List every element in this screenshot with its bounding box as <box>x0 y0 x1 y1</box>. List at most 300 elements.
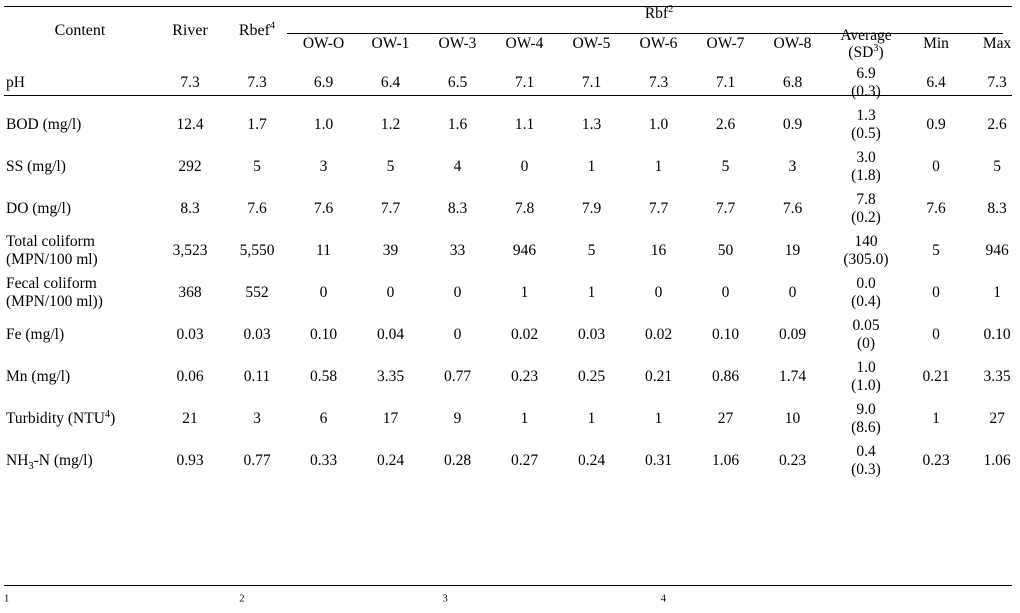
header-ow-5-label: OW-5 <box>572 35 611 53</box>
cell-ow-1 <box>357 398 424 440</box>
cell-ow-5 <box>558 272 625 314</box>
cell-value: 0.31 <box>644 451 673 469</box>
cell-max <box>966 440 1020 482</box>
cell-ow-3 <box>424 230 491 272</box>
cell-rbef <box>224 356 290 398</box>
cell-ow-1 <box>357 104 424 146</box>
cell-max <box>966 272 1020 314</box>
header-average-sd-close: ) <box>878 44 884 62</box>
cell-river <box>156 62 224 104</box>
cell-average <box>826 356 906 398</box>
cell-value: 2.6 <box>715 115 736 133</box>
cell-min <box>906 272 966 314</box>
cell-ow-4 <box>491 314 558 356</box>
cell-ow-6 <box>625 146 692 188</box>
cell-value: 0.06 <box>176 367 204 385</box>
header-rbef-superscript: 4 <box>269 20 276 32</box>
cell-value: 0.25 <box>577 367 606 385</box>
cell-value: 368 <box>178 283 202 301</box>
cell-value: 8.3 <box>447 199 468 217</box>
cell-ow-1 <box>357 62 424 104</box>
cell-river <box>156 104 224 146</box>
row-label-text: BOD (mg/l) <box>6 116 82 134</box>
cell-ow-7 <box>692 440 759 482</box>
cell-value: 1 <box>932 409 940 427</box>
header-ow-6-label: OW-6 <box>639 35 678 53</box>
cell-value: 5,550 <box>239 241 275 259</box>
cell-ow-0 <box>290 188 357 230</box>
cell-value: 7.8 <box>514 199 535 217</box>
cell-average <box>826 188 906 230</box>
cell-value: 3 <box>253 409 261 427</box>
cell-value: 0.04 <box>376 325 405 343</box>
cell-value: 7.7 <box>648 199 669 217</box>
cell-ow-1 <box>357 188 424 230</box>
cell-average <box>826 104 906 146</box>
footnote-3 <box>443 595 658 611</box>
cell-sd-value: (0) <box>856 334 876 352</box>
header-body-rule <box>4 95 1012 96</box>
cell-sd-value: (305.0) <box>843 250 889 268</box>
cell-river <box>156 356 224 398</box>
cell-ow-4 <box>491 440 558 482</box>
header-ow-4-label: OW-4 <box>505 35 544 53</box>
cell-value: 3.35 <box>376 367 405 385</box>
cell-average <box>826 314 906 356</box>
cell-rbef <box>224 230 290 272</box>
cell-value: 16 <box>650 241 667 259</box>
cell-ow-8 <box>759 398 826 440</box>
header-ow-0-label: OW-O <box>302 35 345 53</box>
cell-ow-8 <box>759 146 826 188</box>
cell-value: 11 <box>316 241 331 259</box>
cell-value: 0.11 <box>243 367 271 385</box>
cell-value: 7.3 <box>648 73 669 91</box>
row-label-text: pH <box>6 74 25 92</box>
cell-value: 1.7 <box>247 115 267 133</box>
cell-average-value: 0.05 <box>852 317 880 335</box>
cell-min <box>906 314 966 356</box>
cell-value: 1 <box>654 409 663 427</box>
cell-ow-5 <box>558 398 625 440</box>
row-label-text: Fecal coliform <box>6 275 97 293</box>
cell-value: 1.06 <box>711 451 740 469</box>
cell-ow-8 <box>759 272 826 314</box>
row-label-text: Mn (mg/l) <box>6 368 71 386</box>
cell-ow-0 <box>290 356 357 398</box>
cell-average-value: 0.0 <box>856 275 876 293</box>
cell-value: 39 <box>382 241 399 259</box>
footnote-1-marker: 1 <box>4 593 10 605</box>
cell-ow-5 <box>558 356 625 398</box>
cell-value: 7.6 <box>782 199 803 217</box>
cell-value: 5 <box>386 157 395 175</box>
cell-value: 5 <box>932 241 940 259</box>
cell-value: 0.21 <box>644 367 673 385</box>
cell-ow-1 <box>357 230 424 272</box>
cell-min <box>906 62 966 104</box>
cell-ow-4 <box>491 146 558 188</box>
cell-ow-0 <box>290 440 357 482</box>
cell-ow-0 <box>290 398 357 440</box>
cell-value: 9 <box>453 409 462 427</box>
cell-ow-7 <box>692 272 759 314</box>
cell-ow-5 <box>558 230 625 272</box>
cell-value: 946 <box>985 241 1009 259</box>
cell-value: 6.5 <box>447 73 468 91</box>
row-label <box>4 62 156 104</box>
cell-value: 5 <box>587 241 596 259</box>
row-label-sub: (MPN/100 ml) <box>6 250 98 268</box>
cell-value: 552 <box>245 283 269 301</box>
cell-ow-8 <box>759 104 826 146</box>
cell-value: 19 <box>784 241 801 259</box>
cell-value: 6.8 <box>782 73 803 91</box>
cell-value: 7.6 <box>926 199 946 217</box>
cell-value: 3,523 <box>172 241 208 259</box>
cell-value: 0 <box>721 283 730 301</box>
cell-value: 946 <box>512 241 537 259</box>
table-top-rule <box>4 6 1012 7</box>
cell-ow-0 <box>290 146 357 188</box>
footnote-4 <box>661 595 861 611</box>
cell-value: 1.0 <box>313 115 334 133</box>
cell-max <box>966 356 1020 398</box>
cell-river <box>156 188 224 230</box>
cell-value: 1.74 <box>778 367 807 385</box>
cell-value: 0.02 <box>510 325 539 343</box>
cell-rbef <box>224 314 290 356</box>
header-content <box>4 0 156 62</box>
cell-value: 0 <box>788 283 797 301</box>
cell-value: 50 <box>717 241 734 259</box>
cell-min <box>906 146 966 188</box>
header-river <box>156 0 224 62</box>
cell-value: 0.21 <box>922 367 950 385</box>
cell-value: 0.03 <box>176 325 204 343</box>
row-label-after: ) <box>110 410 116 428</box>
cell-value: 3.35 <box>983 367 1011 385</box>
cell-ow-1 <box>357 272 424 314</box>
cell-value: 7.1 <box>715 73 736 91</box>
table-row <box>4 104 1020 146</box>
cell-rbef <box>224 104 290 146</box>
row-label-after: -N (mg/l) <box>33 452 93 470</box>
cell-value: 1.06 <box>983 451 1011 469</box>
footnote-1 <box>4 595 236 611</box>
header-rbef-label: Rbef <box>238 21 270 39</box>
cell-max <box>966 62 1020 104</box>
header-average-sd-text: (SD <box>848 44 874 62</box>
cell-value: 0.86 <box>711 367 740 385</box>
cell-average-value: 1.3 <box>856 107 876 125</box>
cell-average-value: 9.0 <box>856 401 876 419</box>
cell-sd-value: (1.8) <box>851 166 881 184</box>
cell-rbef <box>224 146 290 188</box>
cell-river <box>156 398 224 440</box>
cell-value: 33 <box>449 241 466 259</box>
cell-river <box>156 314 224 356</box>
cell-rbef <box>224 62 290 104</box>
cell-ow-6 <box>625 272 692 314</box>
cell-ow-1 <box>357 314 424 356</box>
cell-value: 0 <box>654 283 663 301</box>
row-label <box>4 146 156 188</box>
cell-value: 0.23 <box>922 451 950 469</box>
cell-ow-6 <box>625 398 692 440</box>
cell-ow-0 <box>290 314 357 356</box>
group-header-rule <box>287 33 1003 34</box>
cell-ow-6 <box>625 440 692 482</box>
cell-average <box>826 62 906 104</box>
cell-max <box>966 314 1020 356</box>
cell-value: 0.93 <box>176 451 204 469</box>
cell-value: 1.2 <box>380 115 401 133</box>
cell-ow-3 <box>424 146 491 188</box>
cell-average <box>826 272 906 314</box>
cell-rbef <box>224 398 290 440</box>
cell-sd-value: (0.4) <box>851 292 881 310</box>
cell-value: 0 <box>932 157 940 175</box>
cell-value: 7.7 <box>380 199 401 217</box>
cell-value: 1 <box>993 283 1001 301</box>
cell-sd-value: (0.3) <box>851 82 881 100</box>
cell-ow-5 <box>558 104 625 146</box>
cell-average-value: 1.0 <box>856 359 876 377</box>
table-row <box>4 398 1020 440</box>
cell-max <box>966 146 1020 188</box>
cell-value: 2.6 <box>987 115 1007 133</box>
table-row <box>4 356 1020 398</box>
cell-value: 10 <box>784 409 801 427</box>
row-label-sub: (MPN/100 ml)) <box>6 292 103 310</box>
cell-river <box>156 146 224 188</box>
cell-ow-8 <box>759 356 826 398</box>
footnote-3-marker: 3 <box>442 593 448 605</box>
header-ow-1-label: OW-1 <box>371 35 410 53</box>
cell-value: 27 <box>717 409 734 427</box>
cell-rbef <box>224 272 290 314</box>
row-label-text: SS (mg/l) <box>6 158 66 176</box>
cell-max <box>966 104 1020 146</box>
cell-value: 17 <box>382 409 399 427</box>
cell-ow-5 <box>558 188 625 230</box>
cell-value: 0 <box>386 283 395 301</box>
cell-average <box>826 146 906 188</box>
cell-average-value: 140 <box>854 233 878 251</box>
cell-value: 8.3 <box>180 199 200 217</box>
cell-value: 5 <box>993 157 1001 175</box>
cell-ow-6 <box>625 188 692 230</box>
row-label <box>4 356 156 398</box>
table-row <box>4 230 1020 272</box>
cell-value: 7.3 <box>987 73 1007 91</box>
cell-value: 6.4 <box>380 73 401 91</box>
cell-value: 0.28 <box>443 451 472 469</box>
cell-ow-8 <box>759 314 826 356</box>
cell-value: 7.6 <box>313 199 334 217</box>
cell-ow-5 <box>558 314 625 356</box>
cell-min <box>906 440 966 482</box>
cell-ow-6 <box>625 62 692 104</box>
header-rbf-superscript: 2 <box>668 3 674 15</box>
cell-value: 0 <box>932 325 940 343</box>
cell-ow-3 <box>424 272 491 314</box>
row-label <box>4 188 156 230</box>
cell-river <box>156 440 224 482</box>
cell-value: 0.24 <box>577 451 606 469</box>
cell-ow-4 <box>491 356 558 398</box>
row-label-text: NH <box>6 452 29 470</box>
cell-ow-1 <box>357 146 424 188</box>
cell-min <box>906 188 966 230</box>
cell-ow-7 <box>692 104 759 146</box>
cell-average-value: 7.8 <box>856 191 876 209</box>
cell-ow-4 <box>491 188 558 230</box>
cell-value: 292 <box>178 157 202 175</box>
cell-sd-value: (1.0) <box>851 376 881 394</box>
cell-value: 0.24 <box>376 451 405 469</box>
cell-value: 7.7 <box>715 199 736 217</box>
table-footnotes <box>4 595 1004 611</box>
cell-value: 0.33 <box>309 451 338 469</box>
cell-average-value: 6.9 <box>856 65 876 83</box>
footnote-2-marker: 2 <box>239 593 245 605</box>
cell-value: 0 <box>319 283 328 301</box>
cell-ow-7 <box>692 230 759 272</box>
cell-ow-3 <box>424 188 491 230</box>
cell-value: 1 <box>520 409 529 427</box>
row-label-text: Fe (mg/l) <box>6 326 65 344</box>
row-label <box>4 440 156 482</box>
header-average-sd <box>826 44 906 61</box>
cell-ow-1 <box>357 356 424 398</box>
cell-ow-4 <box>491 398 558 440</box>
cell-average-value: 0.4 <box>856 443 876 461</box>
cell-max <box>966 188 1020 230</box>
cell-value: 0 <box>453 283 462 301</box>
cell-max <box>966 398 1020 440</box>
table-row <box>4 314 1020 356</box>
cell-ow-7 <box>692 356 759 398</box>
cell-ow-3 <box>424 398 491 440</box>
header-rbef <box>224 0 290 62</box>
cell-ow-4 <box>491 230 558 272</box>
cell-ow-5 <box>558 146 625 188</box>
cell-ow-8 <box>759 188 826 230</box>
footnote-2 <box>239 595 439 611</box>
row-label <box>4 398 156 440</box>
cell-value: 5 <box>721 157 730 175</box>
cell-value: 0 <box>932 283 940 301</box>
row-label-subscript: 3 <box>28 461 34 473</box>
cell-value: 0.58 <box>309 367 338 385</box>
row-label-text: DO (mg/l) <box>6 200 72 218</box>
cell-ow-0 <box>290 104 357 146</box>
table-row <box>4 62 1020 104</box>
cell-value: 3 <box>788 157 797 175</box>
cell-value: 0.10 <box>983 325 1011 343</box>
cell-value: 0.27 <box>510 451 539 469</box>
cell-value: 1 <box>587 283 596 301</box>
cell-ow-7 <box>692 188 759 230</box>
cell-value: 12.4 <box>176 115 204 133</box>
table-row <box>4 146 1020 188</box>
table-body <box>4 62 1020 482</box>
header-max-label: Max <box>982 35 1012 53</box>
cell-ow-7 <box>692 62 759 104</box>
row-label <box>4 314 156 356</box>
cell-value: 0.77 <box>443 367 472 385</box>
cell-value: 1 <box>587 157 596 175</box>
cell-value: 0.77 <box>243 451 271 469</box>
header-ow-7-label: OW-7 <box>706 35 745 53</box>
cell-ow-3 <box>424 440 491 482</box>
cell-value: 0.09 <box>778 325 807 343</box>
cell-average <box>826 398 906 440</box>
cell-value: 7.3 <box>247 73 267 91</box>
header-ow-3-label: OW-3 <box>438 35 477 53</box>
cell-value: 7.1 <box>581 73 602 91</box>
cell-ow-3 <box>424 356 491 398</box>
cell-value: 27 <box>989 409 1005 427</box>
cell-value: 7.1 <box>514 73 535 91</box>
cell-ow-8 <box>759 440 826 482</box>
header-ow-8-label: OW-8 <box>773 35 812 53</box>
cell-ow-5 <box>558 62 625 104</box>
cell-value: 7.3 <box>180 73 200 91</box>
cell-sd-value: (0.2) <box>851 208 881 226</box>
cell-value: 7.6 <box>247 199 267 217</box>
cell-average-value: 3.0 <box>856 149 876 167</box>
cell-ow-4 <box>491 104 558 146</box>
row-label-superscript: 4 <box>104 408 111 420</box>
cell-rbef <box>224 440 290 482</box>
row-label-text: Total coliform <box>6 233 95 251</box>
table-row <box>4 440 1020 482</box>
cell-ow-6 <box>625 104 692 146</box>
cell-value: 5 <box>253 157 261 175</box>
cell-min <box>906 104 966 146</box>
cell-value: 6.9 <box>313 73 334 91</box>
cell-average <box>826 440 906 482</box>
cell-sd-value: (0.3) <box>851 460 881 478</box>
cell-sd-value: (0.5) <box>851 124 881 142</box>
row-label <box>4 104 156 146</box>
cell-ow-7 <box>692 146 759 188</box>
cell-ow-6 <box>625 314 692 356</box>
cell-value: 0.9 <box>926 115 946 133</box>
table-head <box>4 0 1020 62</box>
cell-value: 8.3 <box>987 199 1007 217</box>
cell-value: 1 <box>587 409 596 427</box>
cell-value: 0.10 <box>711 325 740 343</box>
cell-rbef <box>224 188 290 230</box>
row-label <box>4 272 156 314</box>
cell-value: 6 <box>319 409 328 427</box>
header-river-label: River <box>172 21 208 39</box>
table-bottom-rule <box>4 585 1012 586</box>
cell-value: 0.10 <box>309 325 338 343</box>
cell-value: 0 <box>453 325 462 343</box>
footnote-4-marker: 4 <box>660 593 666 605</box>
cell-river <box>156 272 224 314</box>
water-quality-table <box>4 0 1020 482</box>
cell-value: 1.1 <box>514 115 535 133</box>
cell-value: 3 <box>319 157 328 175</box>
cell-value: 0.23 <box>510 367 539 385</box>
cell-value: 1 <box>520 283 529 301</box>
